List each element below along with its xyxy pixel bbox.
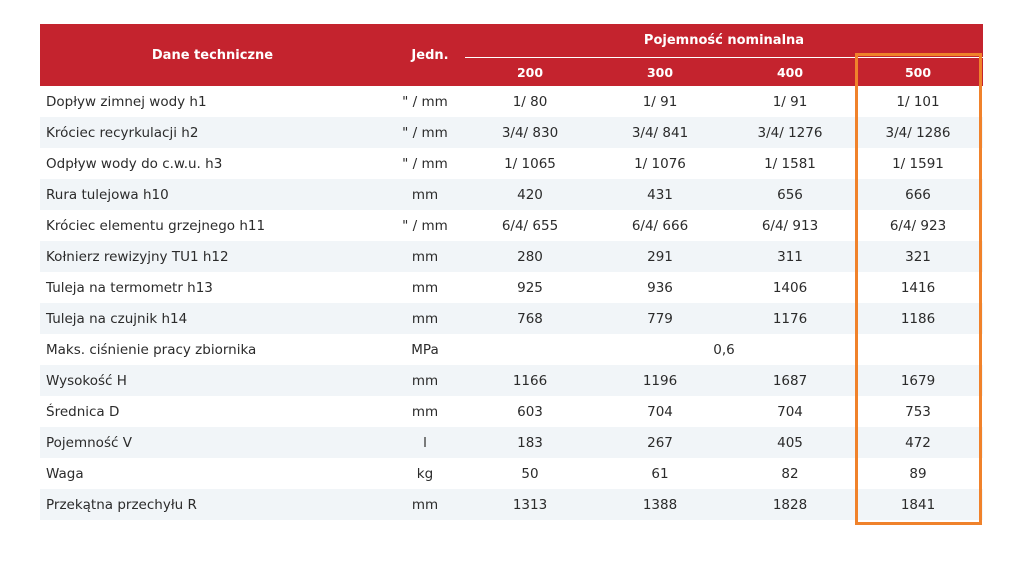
row-label: Wysokość H: [46, 372, 127, 389]
row-unit: mm: [411, 279, 439, 296]
row-unit: " / mm: [402, 217, 448, 234]
row-unit: mm: [411, 186, 439, 203]
table-row: [40, 86, 983, 117]
row-value-200: 1166: [512, 372, 548, 389]
row-value-300: 779: [647, 310, 673, 327]
table-body: [40, 86, 983, 520]
row-label: Maks. ciśnienie pracy zbiornika: [46, 341, 257, 358]
row-label: Odpływ wody do c.w.u. h3: [46, 155, 223, 172]
table-row: [40, 396, 983, 427]
row-label: Dopływ zimnej wody h1: [46, 93, 207, 110]
header-pojemnosc-nominalna: Pojemność nominalna: [643, 33, 805, 48]
row-value-400: 405: [777, 434, 803, 451]
row-value-500: 1416: [900, 279, 936, 296]
row-value-400: 1176: [772, 310, 808, 327]
row-value-500: 321: [905, 248, 931, 265]
table-row: [40, 272, 983, 303]
row-label: Przekątna przechyłu R: [46, 496, 197, 513]
table-row: [40, 458, 983, 489]
row-value-300: 1388: [642, 496, 678, 513]
row-label: Króciec recyrkulacji h2: [46, 124, 199, 141]
row-value-500: 1841: [900, 496, 936, 513]
table-row: [40, 148, 983, 179]
row-value-300: 431: [647, 186, 673, 203]
row-value-500: 1/ 101: [896, 93, 940, 110]
header-capacity-200: 200: [516, 64, 544, 80]
row-label: Waga: [46, 465, 84, 482]
row-value-500: 753: [905, 403, 931, 420]
row-value-200: 925: [517, 279, 543, 296]
row-value-200: 603: [517, 403, 543, 420]
row-value-200: 1/ 1065: [504, 155, 556, 172]
row-value-500: 89: [909, 465, 927, 482]
row-value-200: 3/4/ 830: [501, 124, 559, 141]
header-capacity-300: 300: [646, 64, 674, 80]
row-value-200: 6/4/ 655: [501, 217, 559, 234]
header-dane-techniczne: Dane techniczne: [151, 47, 274, 63]
row-unit: " / mm: [402, 124, 448, 141]
row-value-400: 1/ 91: [772, 93, 808, 110]
row-value-300: 6/4/ 666: [631, 217, 689, 234]
row-label: Króciec elementu grzejnego h11: [46, 217, 266, 234]
row-value-400: 1406: [772, 279, 808, 296]
row-value-300: 1/ 1076: [634, 155, 686, 172]
row-value-400: 1828: [772, 496, 808, 513]
row-value-300: 61: [651, 465, 669, 482]
row-value-500: 1186: [900, 310, 936, 327]
row-value-300: 1196: [642, 372, 678, 389]
row-value-500: 666: [905, 186, 931, 203]
row-value-300: 936: [647, 279, 673, 296]
row-unit: " / mm: [402, 155, 448, 172]
row-value-500: 6/4/ 923: [889, 217, 947, 234]
row-value-200: 1/ 80: [512, 93, 548, 110]
row-label: Średnica D: [46, 403, 120, 420]
table-row: [40, 241, 983, 272]
row-value-400: 656: [777, 186, 803, 203]
row-label: Tuleja na termometr h13: [46, 279, 213, 296]
row-unit: mm: [411, 403, 439, 420]
row-value-300: 3/4/ 841: [631, 124, 689, 141]
row-unit: mm: [411, 372, 439, 389]
row-value-500: 1679: [900, 372, 936, 389]
row-value-500: 1/ 1591: [892, 155, 944, 172]
row-label: Kołnierz rewizyjny TU1 h12: [46, 248, 229, 265]
row-label: Pojemność V: [46, 434, 132, 451]
row-unit: l: [423, 434, 427, 451]
row-value-400: 1/ 1581: [764, 155, 816, 172]
row-value-300: 1/ 91: [642, 93, 678, 110]
row-value-400: 1687: [772, 372, 808, 389]
row-value-200: 1313: [512, 496, 548, 513]
row-value-400: 311: [777, 248, 803, 265]
row-value-300: 291: [647, 248, 673, 265]
row-value-200: 280: [517, 248, 543, 265]
row-unit: mm: [411, 310, 439, 327]
row-label: Tuleja na czujnik h14: [46, 310, 188, 327]
table-row: [40, 303, 983, 334]
row-value-200: 50: [521, 465, 539, 482]
row-value-200: 768: [517, 310, 543, 327]
header-jedn: Jedn.: [411, 47, 449, 63]
row-value-200: 183: [517, 434, 543, 451]
row-unit: MPa: [411, 341, 439, 358]
row-value-span: 0,6: [713, 341, 735, 358]
row-unit: mm: [411, 248, 439, 265]
row-value-400: 6/4/ 913: [761, 217, 819, 234]
table-row: [40, 117, 983, 148]
table-row: [40, 489, 983, 520]
table-row: [40, 427, 983, 458]
row-value-300: 704: [647, 403, 673, 420]
tech-data-table: [40, 24, 983, 520]
table-row: [40, 334, 983, 365]
row-unit: mm: [411, 496, 439, 513]
row-unit: " / mm: [402, 93, 448, 110]
row-value-400: 3/4/ 1276: [757, 124, 823, 141]
row-value-400: 82: [781, 465, 799, 482]
table-row: [40, 210, 983, 241]
row-value-500: 472: [905, 434, 931, 451]
row-label: Rura tulejowa h10: [46, 186, 169, 203]
row-value-400: 704: [777, 403, 803, 420]
header-capacity-400: 400: [776, 64, 804, 80]
row-value-300: 267: [647, 434, 673, 451]
row-value-500: 3/4/ 1286: [885, 124, 951, 141]
row-value-200: 420: [517, 186, 543, 203]
table-header: [40, 24, 983, 86]
table-row: [40, 365, 983, 396]
table-row: [40, 179, 983, 210]
header-capacity-500: 500: [904, 64, 932, 80]
row-unit: kg: [416, 465, 434, 482]
